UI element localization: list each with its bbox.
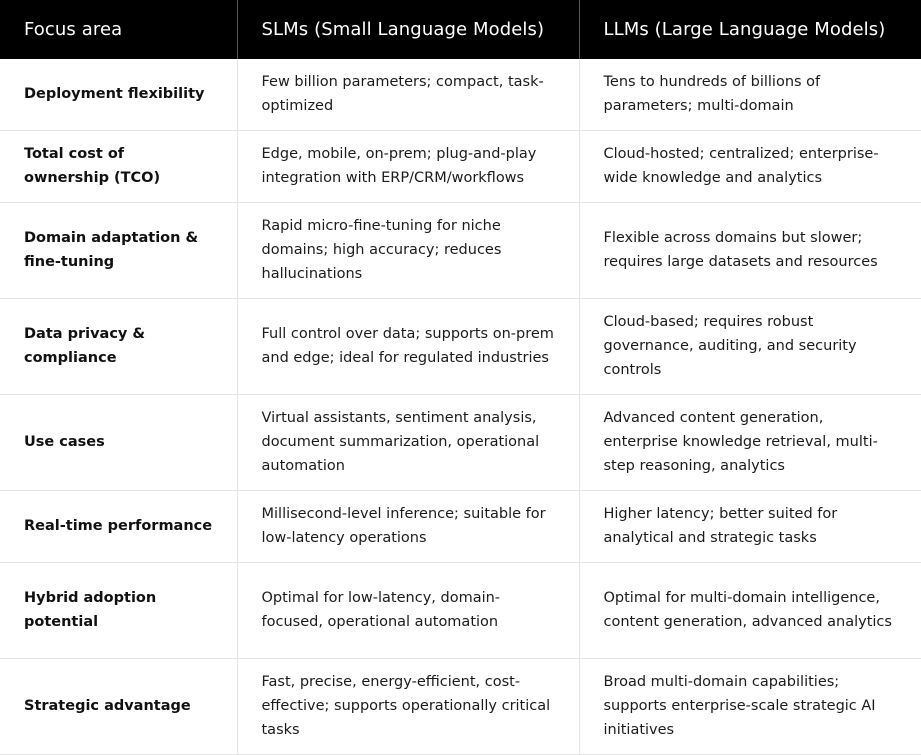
- llm-cell: Cloud-hosted; centralized; enterprise-wide knowledge and analytics: [579, 130, 921, 202]
- focus-cell: Hybrid adoption potential: [0, 562, 237, 658]
- table-row: [0, 490, 921, 562]
- slm-cell: Edge, mobile, on-prem; plug-and-play integration with ERP/CRM/workflows: [237, 130, 579, 202]
- table-row: [0, 298, 921, 394]
- focus-cell: Use cases: [0, 394, 237, 490]
- header-row: [0, 0, 921, 59]
- llm-cell: Higher latency; better suited for analytical and strategic tasks: [579, 490, 921, 562]
- slm-cell: Millisecond-level inference; suitable for low-latency operations: [237, 490, 579, 562]
- table-row: [0, 59, 921, 130]
- llm-cell: Tens to hundreds of billions of parameters; multi-domain: [579, 59, 921, 130]
- llm-cell: Flexible across domains but slower; requires large datasets and resources: [579, 202, 921, 298]
- table-row: [0, 394, 921, 490]
- table-header: [0, 0, 921, 59]
- table-row: [0, 130, 921, 202]
- llm-cell: Optimal for multi-domain intelligence, content generation, advanced analytics: [579, 562, 921, 658]
- focus-cell: Domain adaptation & fine-tuning: [0, 202, 237, 298]
- slm-cell: Fast, precise, energy-efficient, cost-effective; supports operationally critical tasks: [237, 658, 579, 754]
- focus-cell: Strategic advantage: [0, 658, 237, 754]
- slm-cell: Rapid micro-fine-tuning for niche domains; high accuracy; reduces hallucinations: [237, 202, 579, 298]
- table-body: [0, 59, 921, 754]
- header-focus-area: Focus area: [0, 0, 237, 59]
- llm-cell: Advanced content generation, enterprise knowledge retrieval, multi-step reasoning, analytics: [579, 394, 921, 490]
- slm-cell: Few billion parameters; compact, task-optimized: [237, 59, 579, 130]
- table-row: [0, 202, 921, 298]
- table-row: [0, 658, 921, 754]
- focus-cell: Total cost of ownership (TCO): [0, 130, 237, 202]
- llm-cell: Cloud-based; requires robust governance, auditing, and security controls: [579, 298, 921, 394]
- header-slms: SLMs (Small Language Models): [237, 0, 579, 59]
- focus-cell: Data privacy & compliance: [0, 298, 237, 394]
- slm-cell: Optimal for low-latency, domain-focused, operational automation: [237, 562, 579, 658]
- table-row: [0, 562, 921, 658]
- focus-cell: Deployment flexibility: [0, 59, 237, 130]
- header-llms: LLMs (Large Language Models): [579, 0, 921, 59]
- llm-cell: Broad multi-domain capabilities; supports enterprise-scale strategic AI initiatives: [579, 658, 921, 754]
- focus-cell: Real-time performance: [0, 490, 237, 562]
- slm-cell: Virtual assistants, sentiment analysis, document summarization, operational automation: [237, 394, 579, 490]
- slm-cell: Full control over data; supports on-prem and edge; ideal for regulated industries: [237, 298, 579, 394]
